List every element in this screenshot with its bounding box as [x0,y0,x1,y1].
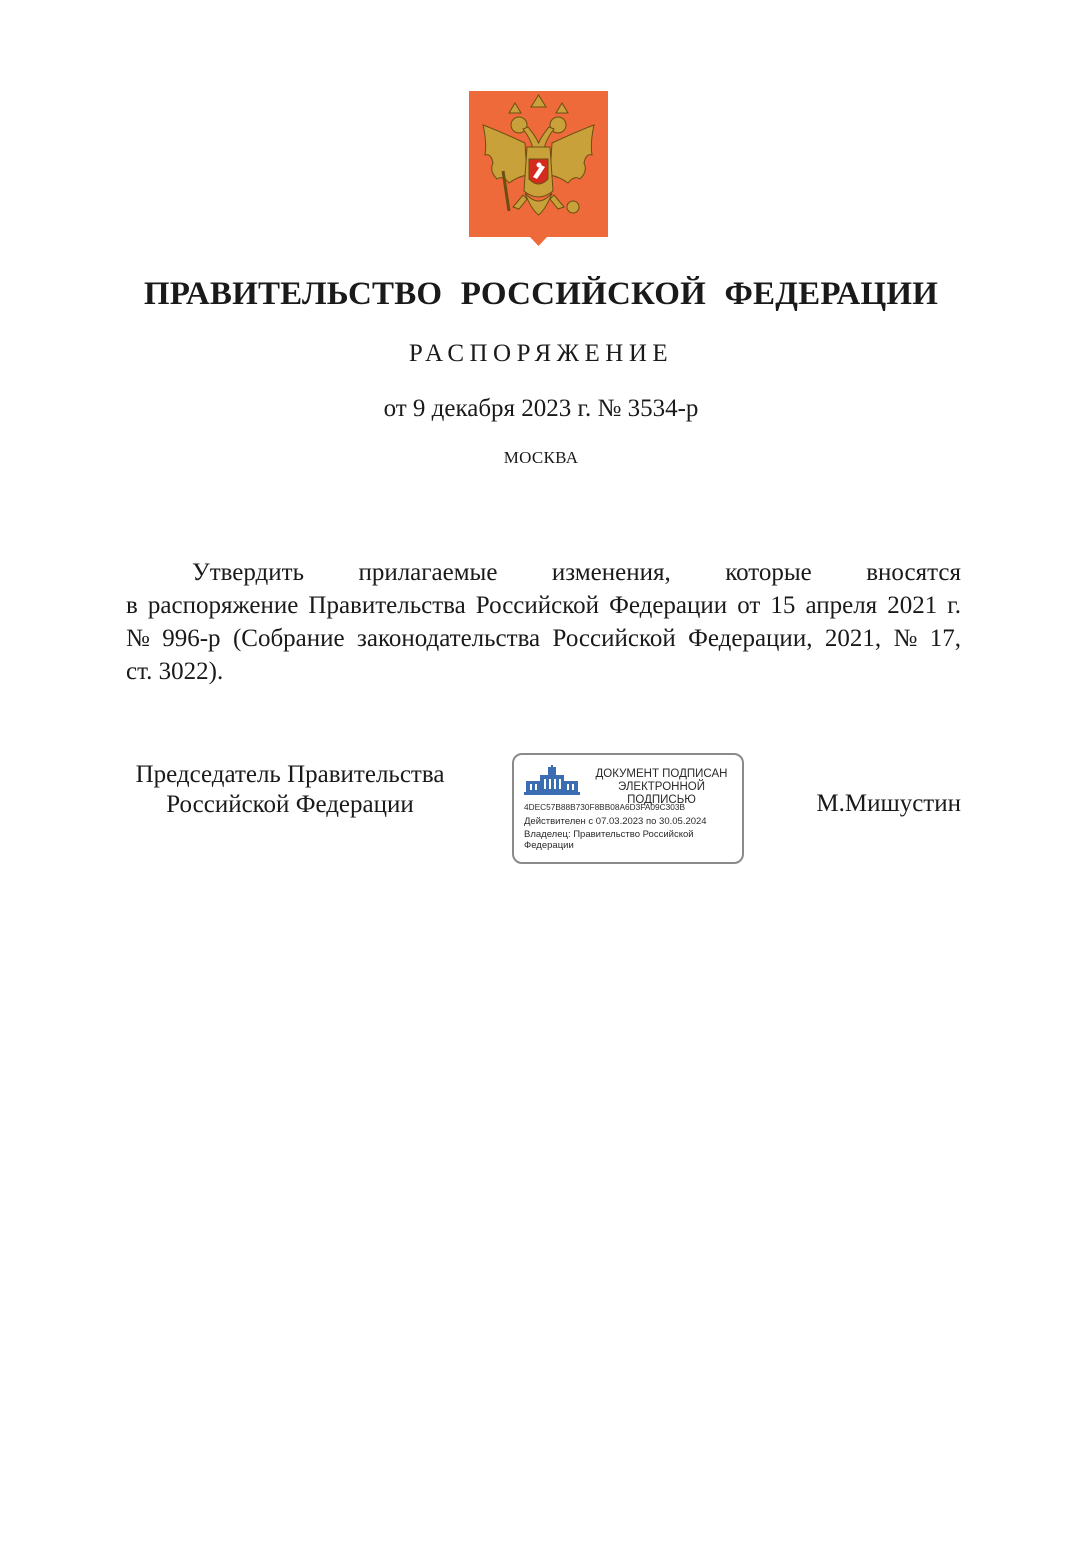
document-type: РАСПОРЯЖЕНИЕ [408,340,674,367]
stamp-validity: Действителен с 07.03.2023 по 30.05.2024 [524,816,707,827]
stamp-header: ДОКУМЕНТ ПОДПИСАН ЭЛЕКТРОННОЙ ПОДПИСЬЮ [595,768,728,806]
government-title: ПРАВИТЕЛЬСТВО РОССИЙСКОЙ ФЕДЕРАЦИИ [143,276,939,312]
order-text-line-2: в распоряжение Правительства Российской Федерации от 15 апреля 2021 г. [126,592,961,619]
stamp-owner-line-2: Федерации [524,840,574,851]
document-date-number: от 9 декабря 2023 г. № 3534-р [383,395,699,422]
order-text-line-3: № 996-р (Собрание законодательства Российской Федерации, 2021, № 17, [126,625,961,652]
order-text-line-1: Утвердить прилагаемые изменения, которые вносятся [192,559,961,586]
signer-position-line-2: Российской Федерации [166,791,414,818]
order-text [126,556,961,688]
signer-position-line-1: Председатель Правительства [135,761,445,788]
order-text-line-4: ст. 3022). [126,658,224,685]
signer-position [120,760,460,820]
electronic-signature-stamp [512,753,744,864]
document-place: МОСКВА [503,448,579,467]
signer-name: М.Мишустин [816,790,961,817]
government-building-icon [524,765,580,795]
stamp-certificate: 4DEC57B88B730F8BB08A6D3FA09C303B [524,802,685,812]
stamp-owner-line-1: Владелец: Правительство Российской [524,829,694,840]
russian-coat-of-arms-icon [469,91,608,246]
